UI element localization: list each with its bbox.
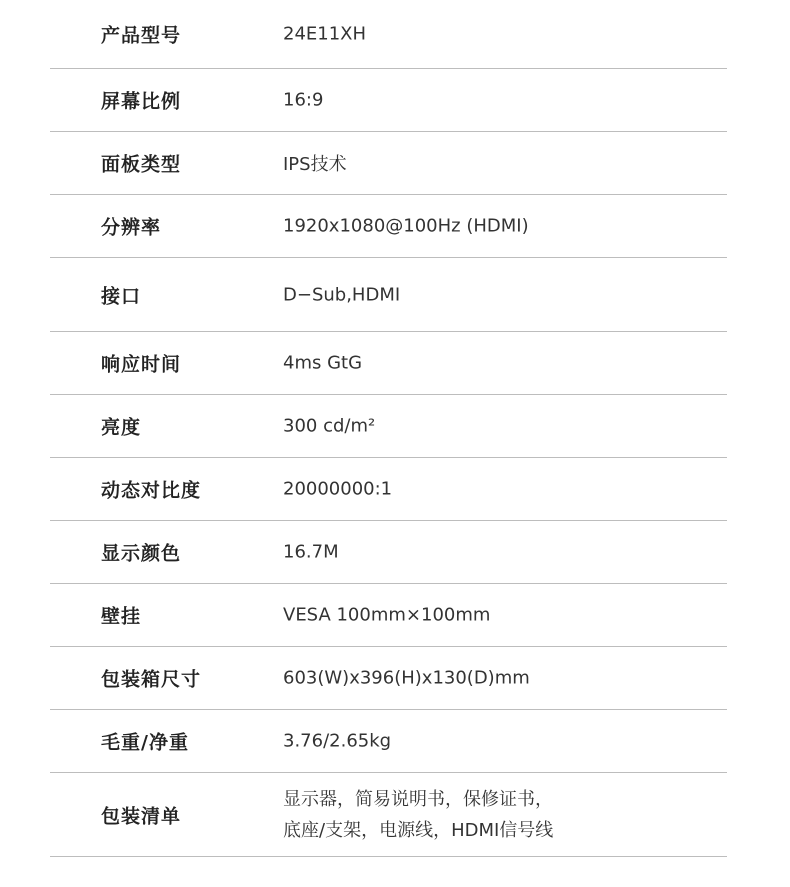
spec-label: 动态对比度 bbox=[101, 479, 202, 502]
spec-row-resolution bbox=[50, 195, 727, 258]
spec-label: 壁挂 bbox=[101, 605, 142, 628]
spec-value: 1920x1080@100Hz (HDMI) bbox=[283, 215, 529, 237]
spec-row-package-contents bbox=[50, 773, 727, 857]
spec-row-aspect-ratio bbox=[50, 69, 727, 132]
spec-value-line: 显示器，简易说明书，保修证书， bbox=[283, 788, 553, 810]
spec-label: 响应时间 bbox=[101, 353, 182, 376]
spec-label: 包装清单 bbox=[101, 805, 182, 827]
spec-label: 产品型号 bbox=[101, 24, 182, 47]
spec-label: 分辨率 bbox=[101, 216, 162, 239]
spec-row-panel-type bbox=[50, 132, 727, 195]
spec-row-ports bbox=[50, 258, 727, 332]
spec-label: 毛重/净重 bbox=[101, 731, 189, 754]
spec-row-model bbox=[50, 0, 727, 69]
spec-label: 显示颜色 bbox=[101, 542, 182, 565]
spec-row-display-colors bbox=[50, 521, 727, 584]
spec-value: 20000000:1 bbox=[283, 478, 393, 500]
spec-value: 16:9 bbox=[283, 89, 324, 111]
spec-value: VESA 100mm×100mm bbox=[283, 604, 491, 626]
spec-value: 300 cd/m² bbox=[283, 415, 376, 437]
spec-value: 603(W)x396(H)x130(D)mm bbox=[283, 667, 530, 689]
spec-value: IPS技术 bbox=[283, 154, 347, 175]
spec-row-brightness bbox=[50, 395, 727, 458]
spec-label: 接口 bbox=[101, 285, 142, 307]
spec-row-package-size bbox=[50, 647, 727, 710]
spec-row-dynamic-contrast bbox=[50, 458, 727, 521]
spec-value: 3.76/2.65kg bbox=[283, 730, 392, 752]
spec-label: 亮度 bbox=[101, 416, 142, 439]
spec-value-line: 底座/支架，电源线，HDMI信号线 bbox=[283, 819, 554, 841]
spec-table bbox=[50, 0, 727, 857]
spec-label: 包装箱尺寸 bbox=[101, 668, 202, 691]
spec-value: D−Sub,HDMI bbox=[283, 284, 401, 305]
spec-value: 24E11XH bbox=[283, 23, 367, 45]
spec-row-weight bbox=[50, 710, 727, 773]
spec-value-multiline bbox=[283, 784, 553, 846]
spec-row-response-time bbox=[50, 332, 727, 395]
spec-label: 面板类型 bbox=[101, 153, 182, 176]
spec-label: 屏幕比例 bbox=[101, 90, 182, 113]
spec-value: 16.7M bbox=[283, 541, 339, 563]
spec-row-wall-mount bbox=[50, 584, 727, 647]
spec-value: 4ms GtG bbox=[283, 352, 363, 374]
